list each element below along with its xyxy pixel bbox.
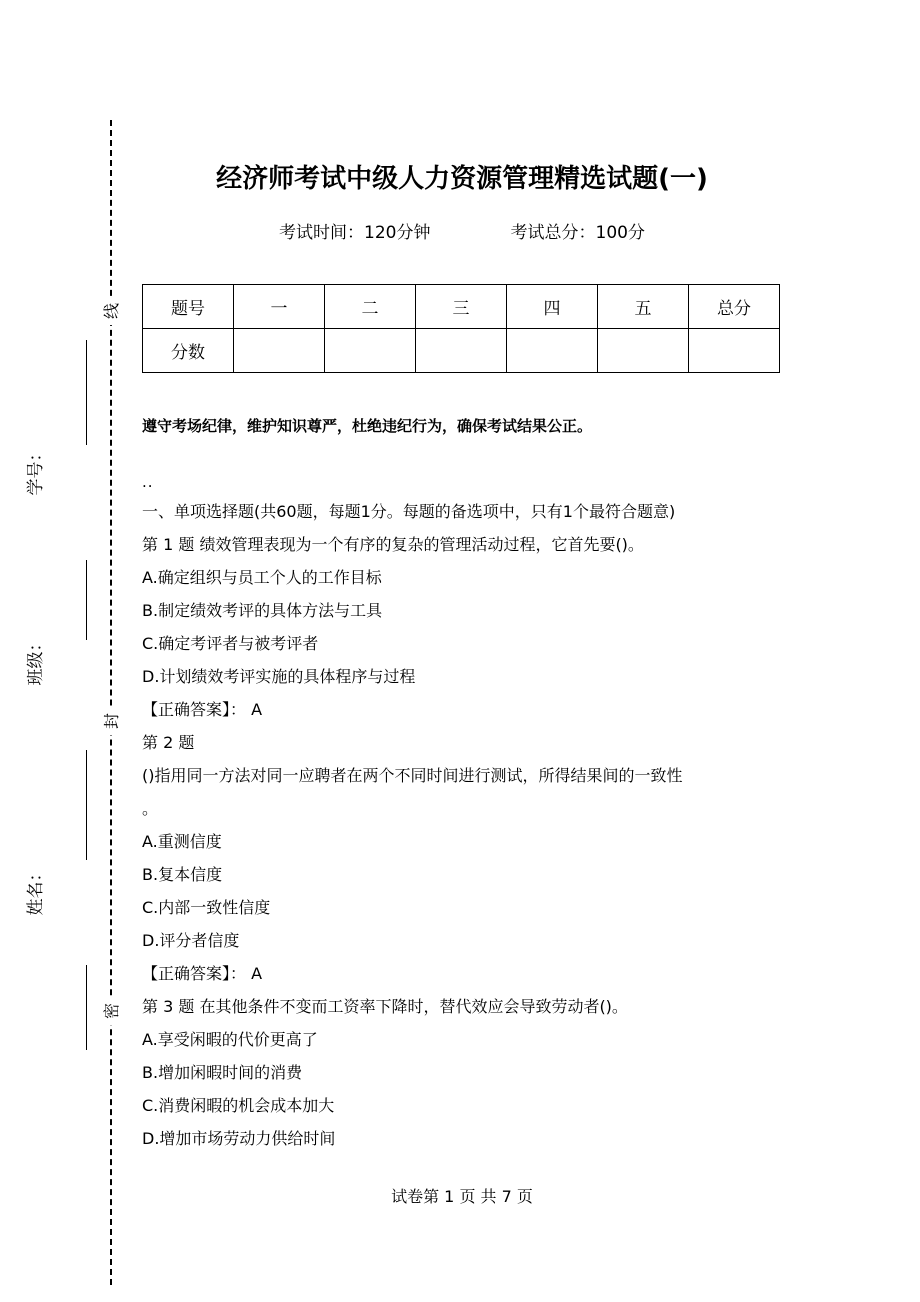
question-option: A.重测信度 (142, 832, 222, 851)
question-body (142, 495, 782, 1155)
seal-divider-rule (86, 340, 87, 445)
seal-char-xian: 线 (98, 297, 126, 325)
question-option: D.增加市场劳动力供给时间 (142, 1129, 336, 1148)
exam-duration: 考试时间：120分钟 (279, 223, 431, 243)
field-label-class: 班级： (26, 634, 46, 686)
seal-divider-rule (86, 750, 87, 860)
question-number: 第 2 题 (142, 733, 195, 752)
score-table-cell[interactable] (507, 329, 598, 373)
score-table-rowhead: 题号 (143, 285, 234, 329)
field-label-student-id: 学号： (26, 444, 46, 496)
score-table-cell: 三 (416, 285, 507, 329)
question-stem: 第 3 题 在其他条件不变而工资率下降时，替代效应会导致劳动者()。 (142, 997, 628, 1016)
score-table (142, 284, 780, 373)
score-table-body (143, 285, 780, 373)
question-stem: ()指用同一方法对同一应聘者在两个不同时间进行测试，所得结果间的一致性 (142, 766, 683, 785)
correct-answer: 【正确答案】： A (142, 700, 263, 719)
score-table-cell: 四 (507, 285, 598, 329)
question-option: D.计划绩效考评实施的具体程序与过程 (142, 667, 416, 686)
table-row (143, 329, 780, 373)
seal-divider-rule (86, 965, 87, 1050)
seal-line-area (0, 0, 140, 1302)
ellipsis-marker: .. (142, 473, 154, 491)
exam-total-score: 考试总分：100分 (510, 223, 645, 243)
correct-answer: 【正确答案】： A (142, 964, 263, 983)
seal-divider-rule (86, 560, 87, 640)
section-heading: 一、单项选择题(共60题，每题1分。每题的备选项中，只有1个最符合题意) (142, 502, 676, 521)
table-row (143, 285, 780, 329)
question-option: A.享受闲暇的代价更高了 (142, 1030, 318, 1049)
seal-char-mi: 密 (98, 997, 126, 1025)
page-title: 经济师考试中级人力资源管理精选试题(一) (216, 164, 708, 194)
question-option: B.增加闲暇时间的消费 (142, 1063, 303, 1082)
question-option: B.制定绩效考评的具体方法与工具 (142, 601, 383, 620)
score-table-cell: 五 (598, 285, 689, 329)
question-stem: 第 1 题 绩效管理表现为一个有序的复杂的管理活动过程，它首先要()。 (142, 535, 644, 554)
question-option: C.确定考评者与被考评者 (142, 634, 319, 653)
seal-char-feng: 封 (98, 707, 126, 735)
score-table-cell: 二 (325, 285, 416, 329)
seal-dashed-line (110, 120, 112, 1285)
score-table-rowhead: 分数 (143, 329, 234, 373)
score-table-cell: 一 (234, 285, 325, 329)
score-table-cell[interactable] (325, 329, 416, 373)
exam-notice: 遵守考场纪律，维护知识尊严，杜绝违纪行为，确保考试结果公正。 (142, 417, 593, 435)
question-option: A.确定组织与员工个人的工作目标 (142, 568, 382, 587)
question-option: C.消费闲暇的机会成本加大 (142, 1096, 335, 1115)
question-option: C.内部一致性信度 (142, 898, 271, 917)
field-label-name: 姓名： (26, 864, 46, 916)
score-table-cell: 总分 (689, 285, 780, 329)
score-table-cell[interactable] (416, 329, 507, 373)
question-stem-continued: 。 (142, 799, 159, 818)
page-footer: 试卷第 1 页 共 7 页 (391, 1187, 533, 1206)
score-table-cell[interactable] (598, 329, 689, 373)
exam-meta (142, 220, 782, 246)
question-option: B.复本信度 (142, 865, 223, 884)
score-table-cell[interactable] (234, 329, 325, 373)
score-table-cell[interactable] (689, 329, 780, 373)
question-option: D.评分者信度 (142, 931, 240, 950)
document-content (142, 0, 782, 1155)
